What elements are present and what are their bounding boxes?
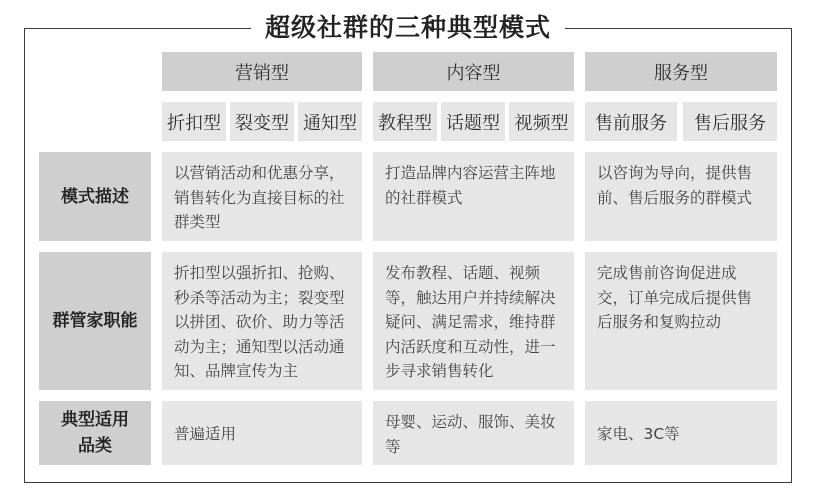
cell-content-description: 打造品牌内容运营主阵地的社群模式 [373,152,574,241]
row-label-manager-function: 群管家职能 [39,252,151,390]
subheader-fission: 裂变型 [230,102,294,141]
cell-marketing-categories: 普遍适用 [162,401,362,465]
cell-content-categories: 母婴、运动、服饰、美妆等 [373,401,574,465]
row-label-description: 模式描述 [39,152,151,241]
cell-service-function: 完成售前咨询促进成交，订单完成后提供售后服务和复购拉动 [585,252,777,390]
row-label-categories: 典型适用品类 [39,401,151,465]
header-content: 内容型 [373,52,574,91]
subheader-video: 视频型 [509,102,574,141]
cell-marketing-description: 以营销活动和优惠分享，销售转化为直接目标的社群类型 [162,152,362,241]
header-service: 服务型 [585,52,777,91]
subheader-topic: 话题型 [441,102,505,141]
cell-content-function: 发布教程、话题、视频等，触达用户并持续解决疑问、满足需求，维持群内活跃度和互动性，进一步寻求销售转化 [373,252,574,390]
title-text: 超级社群的三种典型模式 [251,13,565,42]
subheader-aftersale: 售后服务 [683,102,777,141]
subheader-presale: 售前服务 [585,102,677,141]
subheader-notice: 通知型 [298,102,362,141]
cell-service-categories: 家电、3C等 [585,401,777,465]
cell-marketing-function: 折扣型以强折扣、抢购、秒杀等活动为主；裂变型以拼团、砍价、助力等活动为主；通知型以活动通知、品牌宣传为主 [162,252,362,390]
subheader-tutorial: 教程型 [373,102,437,141]
header-marketing: 营销型 [162,52,362,91]
cell-service-description: 以咨询为导向，提供售前、售后服务的群模式 [585,152,777,241]
page-title [0,8,816,44]
subheader-discount: 折扣型 [162,102,226,141]
